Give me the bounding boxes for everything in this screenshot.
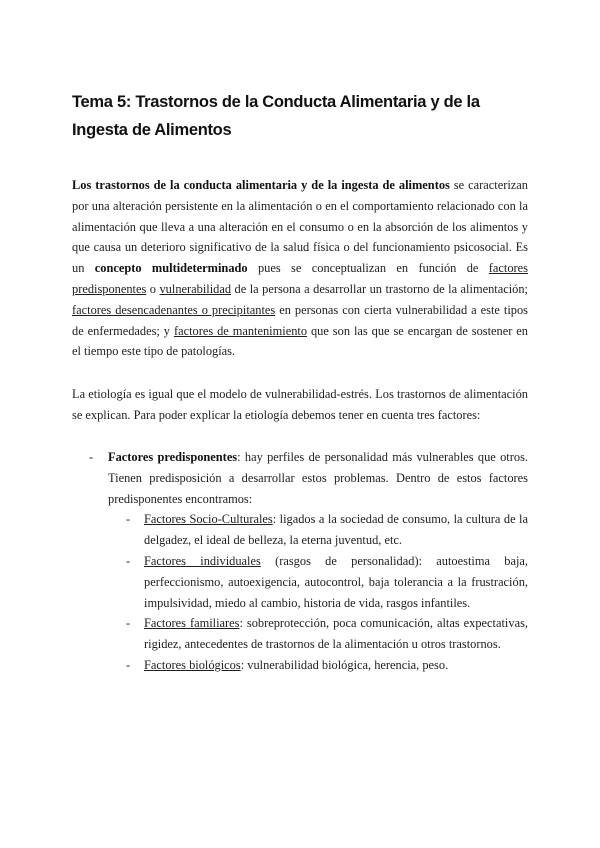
bullet-dash: -	[126, 553, 131, 568]
sub-item-label: Factores Socio-Culturales	[144, 512, 273, 527]
page-title: Tema 5: Trastornos de la Conducta Alimentaria y de la Ingesta de Alimentos	[72, 93, 480, 139]
underlined-term-mantenimiento: factores de mantenimiento	[173, 323, 308, 338]
sub-list-item	[108, 655, 528, 676]
paragraph-text: que son las que se encargan de sostener en el tiempo este tipo de patologías.	[72, 323, 529, 359]
paragraph-text: pues se conceptualizan en función de	[247, 261, 489, 276]
bullet-dash: -	[126, 616, 131, 631]
sub-list-item	[108, 509, 528, 551]
sub-factors-list	[108, 509, 528, 675]
bullet-dash: -	[126, 512, 131, 527]
sub-item-text: : vulnerabilidad biológica, herencia, peso.	[240, 657, 449, 672]
list-item-predisponentes	[72, 447, 528, 676]
bullet-dash: -	[89, 450, 94, 464]
sub-item-label: Factores biológicos	[144, 657, 241, 672]
underlined-term-desencadenantes: factores desencadenantes o precipitantes	[72, 302, 276, 317]
underlined-term-vulnerabilidad: vulnerabilidad	[159, 281, 232, 296]
bold-term-concept: concepto multideterminado	[94, 261, 248, 276]
paragraph-text: en personas con cierta vulnerabilidad a este tipos de enfermedades; y	[72, 302, 528, 338]
sub-item-text: : ligados a la sociedad de consumo, la cultura de la delgadez, el ideal de belleza, la eterna juventud, etc.	[144, 512, 528, 548]
list-item-heading: Factores predisponentes	[108, 450, 238, 464]
sub-item-text: : sobreprotección, poca comunicación, altas expectativas, rigidez, antecedentes de trastornos de la alimentación u otros trastornos.	[144, 616, 528, 652]
bold-term-intro: Los trastornos de la conducta alimentaria y de la ingesta de alimentos	[72, 178, 450, 192]
intro-paragraph	[72, 175, 528, 362]
factors-list	[72, 447, 528, 676]
underlined-term-predisponentes: factores predisponentes	[72, 261, 528, 296]
paragraph-text: se caracterizan por una alteración persistente en la alimentación o en el comportamiento relacionado con la alimentación que lleva a una alteración en el consumo o en la absorción de los alimentos y que causa un deterioro significativo de la salud física o del funcionamiento psicosocial. Es un	[72, 178, 528, 276]
sub-list-item	[108, 613, 528, 655]
etiology-paragraph: La etiología es igual que el modelo de vulnerabilidad-estrés. Los trastornos de alimentación se explican. Para poder explicar la etiología debemos tener en cuenta tres factores:	[72, 387, 528, 422]
list-item-text: : hay perfiles de personalidad más vulnerables que otros. Tienen predisposición a desarrollar estos problemas. Dentro de estos factores predisponentes encontramos:	[108, 450, 528, 506]
paragraph-text: o	[146, 281, 160, 296]
sub-item-label: Factores familiares	[144, 616, 240, 631]
sub-list-item	[108, 551, 528, 613]
sub-item-text: (rasgos de personalidad): autoestima baja, perfeccionismo, autoexigencia, autocontrol, baja tolerancia a la frustración, impulsividad, miedo al cambio, historia de vida, rasgos infantiles.	[144, 553, 528, 610]
paragraph-text: de la persona a desarrollar un trastorno de la alimentación;	[231, 281, 528, 296]
bullet-dash: -	[126, 657, 131, 672]
sub-item-label: Factores individuales	[144, 553, 261, 568]
